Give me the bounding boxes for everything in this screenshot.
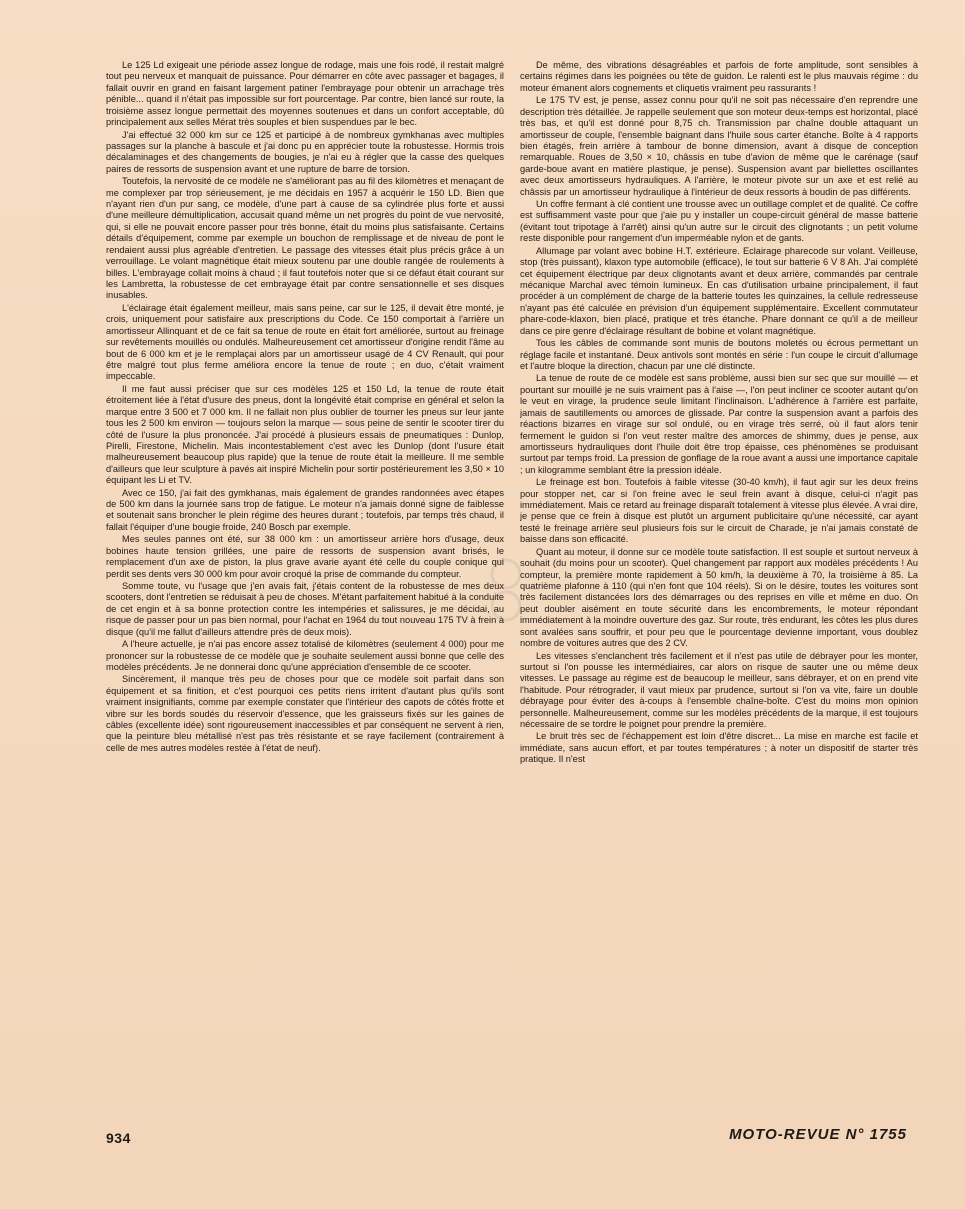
page-number: 934 [106, 1130, 131, 1146]
left-column [106, 60, 504, 1112]
paragraph: Somme toute, vu l'usage que j'en avais fait, j'étais content de la robustesse de mes deux scooters, dont l'entretien se réduisait à peu de choses. M'étant parfaitement habitué à la conduite de cet engin et à sa bonne protection contre les intempéries et salissures, je me décidai, au risque de passer pour un pas bien normal, pour l'achat en 1964 du tout nouveau 175 TV à frein à disque (qu'il me fallut d'ailleurs attendre près de deux mois). [106, 580, 504, 637]
paragraph: Le freinage est bon. Toutefois à faible vitesse (30-40 km/h), il faut agir sur les deux freins pour stopper net, car si l'on freine avec le seul frein avant à disque, celui-ci n'agit pas immédiatement. Mais ce retard au freinage disparaît totalement à vitesse plus élevée. A vrai dire, je pense que ce frein à disque est plutôt un argument publicitaire qu'une nécessité, car ayant testé le freinage arrière seul plusieurs fois sur le circuit de Charade, je n'ai jamais constaté de baisse dans son efficacité. [520, 477, 918, 545]
paragraph: Avec ce 150, j'ai fait des gymkhanas, mais également de grandes randonnées avec étapes de 500 km dans la journée sans trop de fatigue. Le moteur n'a jamais donné signe de faiblesse et soutenait sans broncher le plein régime des heures durant ; toutefois, par temps très chaud, il fallait l'équiper d'une bougie froide, 240 Bosch par exemple. [106, 487, 504, 532]
paragraph: A l'heure actuelle, je n'ai pas encore assez totalisé de kilomètres (seulement 4 000) pour me prononcer sur la robustesse de ce modèle que je souhaite seulement aussi bonne que celle des modèles précédents. Je ne donnerai donc qu'une appréciation d'ensemble de ce scooter. [106, 639, 504, 672]
paragraph: J'ai effectué 32 000 km sur ce 125 et participé à de nombreux gymkhanas avec multiples passages sur la planche à bascule et j'ai donc pu en apprécier toute la robustesse. Hormis trois décalaminages et des changements de bougies, je n'ai eu à régler que la casse des quelques paires de ressorts de suspension avant et une rupture de barre de torsion. [106, 129, 504, 174]
paragraph: Il me faut aussi préciser que sur ces modèles 125 et 150 Ld, la tenue de route était étroitement liée à l'état d'usure des pneus, dont la longévité était comprise en général et selon la marque entre 3 500 et 7 000 km. Il ne fallait non plus oublier de tourner les pneus sur leur jante tous les 2 500 km environ — toujours selon la marque — sous peine de sentir le scooter tirer du côté de l'usure la plus prononcée. J'ai procédé à plusieurs essais de pneumatiques : Dunlop, Pirelli, Firestone, Michelin. Mais incontestablement c'est avec les Dunlop (dont l'usure était malheureusement beaucoup plus rapide) que la tenue de route était la meilleure. Il me semble d'ailleurs que leur sculpture à pavés ait inspiré Michelin pour sortir postérieurement les 3,50 × 10 équipant les Li et TV. [106, 383, 504, 486]
magazine-issue: MOTO-REVUE N° 1755 [729, 1126, 907, 1143]
watermark-logo [486, 556, 526, 626]
paragraph: Le 125 Ld exigeait une période assez longue de rodage, mais une fois rodé, il restait malgré tout peu nerveux et manquait de puissance. Pour démarrer en côte avec passager et bagages, il fallait ouvrir en grand en faisant largement patiner l'embrayage pour obtenir un arrachage très pénible... quand il n'était pas impossible sur fort pourcentage. Par contre, bien lancé sur route, la troisième assez longue permettait des moyennes soutenues et dans un confort acceptable, dû principalement aux selles Mérat très souples et bien suspendues par le bec. [106, 60, 504, 128]
paragraph: Toutefois, la nervosité de ce modèle ne s'améliorant pas au fil des kilomètres et menaçant de me complexer par trop sérieusement, je me décidais en 1957 à acquérir le 150 LD. Bien que n'ayant rien d'un pur sang, ce modèle, d'une part à cause de sa cylindrée plus forte et aussi d'une meilleure démultiplication, accusait quand même un net progrès du point de vue nervosité, qui, si elle ne pouvait encore passer pour très bonne, était du moins plus satisfaisante. Certains détails d'équipement, comme par exemple un bouchon de remplissage et de niveau de pont le rendaient aussi plus agréable d'entretien. Le passage des vitesses était plus précis grâce à un verrouillage. Le volant magnétique était mieux soutenu par une double rangée de roulements à billes. L'embrayage collait moins à chaud ; il faut toutefois noter que si ce défaut était courant sur les Lambretta, la robustesse de cet embrayage était par contre sensationnelle et ses disques inusables. [106, 176, 504, 301]
paragraph: Les vitesses s'enclanchent très facilement et il n'est pas utile de débrayer pour les monter, surtout si l'on pousse les intermédiaires, car alors on risque de sauter une ou même deux vitesses. Le passage au régime est de beaucoup le meilleur, sans débrayer, et on en prend vite l'habitude. Pour rétrograder, il vaut mieux par prudence, surtout si l'on va vite, faire un double débrayage pour éviter des à-coups à l'ensemble chaîne-boîte. C'est du moins mon opinion personnelle. Malheureusement, comme sur les modèles précédents de la marque, il est toujours nécessaire de se tordre le poignet pour prendre la première. [520, 650, 918, 730]
paragraph: L'éclairage était également meilleur, mais sans peine, car sur le 125, il devait être monté, je crois, uniquement pour satisfaire aux prescriptions du Code. Ce 150 comportait à l'arrière un amortisseur Allinquant et de ce fait sa tenue de route en était fort améliorée, surtout au freinage sur revêtements mouillés ou ondulés. Malheureusement cet amortisseur d'origine rendit l'âme au bout de 6 000 km et je le remplaçai alors par un amortisseur usagé de 4 CV Renault, qui pour être malgré tout plus ferme améliora encore la tenue de route ; en duo, c'était vraiment impeccable. [106, 302, 504, 382]
paragraph: Un coffre fermant à clé contient une trousse avec un outillage complet et de qualité. Ce coffre est suffisamment vaste pour que j'aie pu y installer un coupe-circuit général de masse batterie (évitant tout tripotage à l'arrêt) ainsi qu'un autre sur le circuit des clignotants ; un petit volume reste disponible pour rangement d'un imperméable nylon et de gants. [520, 199, 918, 244]
paragraph: Le bruit très sec de l'échappement est loin d'être discret... La mise en marche est facile et immédiate, sans aucun effort, et par toutes températures ; à noter un dispositif de starter très pratique. Il n'est [520, 731, 918, 765]
paragraph: Sincèrement, il manque très peu de choses pour que ce modèle soit parfait dans son équipement et sa finition, et c'est pourquoi ces petits riens irritent d'autant plus qu'ils sont vraiment insignifiants, comme par exemple constater que l'intérieur des capots de côtés frotte et vibre sur les bords soudés du réservoir d'essence, que les graisseurs fixés sur les gaines de câbles (excellente idée) sont rigoureusement inaccessibles et par conséquent ne servent à rien, que la peinture bleu métallisé n'est pas très résistante et se raye facilement (contrairement à celle de mes autres modèles restée à l'état de neuf). [106, 674, 504, 753]
right-column [520, 60, 918, 1112]
paragraph: La tenue de route de ce modèle est sans problème, aussi bien sur sec que sur mouillé — et pourtant sur mouillé je ne suis vraiment pas à l'aise —, l'on peut incliner ce scooter autant qu'on le veut en virage, la prudence seule limitant l'inclinaison. L'adhérence à l'arrière est parfaite, jamais de sautillements ou amorces de glissade. Par contre la suspension avant a parfois des réactions bizarres en virage sur sol ondulé, ou en virage très serré, où il faut alors tenir fermement le guidon si l'on veut rester maître des amorces de shimmy, dues je pense, aux amortisseurs hydrauliques dont l'huile doit être trop épaisse, ces phénomènes se produisant surtout par temps froid. La pression de gonflage de la roue avant a aussi une importance capitale ; un kilogramme semblant être la pression idéale. [520, 373, 918, 475]
paragraph: De même, des vibrations désagréables et parfois de forte amplitude, sont sensibles à certains régimes dans les poignées ou tête de guidon. Le ralenti est le plus mauvais régime : du moteur émanent alors cognements et cliquetis vraiment peu rassurants ! [520, 60, 918, 93]
paragraph: Allumage par volant avec bobine H.T. extérieure. Eclairage pharecode sur volant. Veilleuse, stop (très puissant), klaxon type automobile (efficace), le tout sur batterie 6 V 8 Ah. J'ai complété cet équipement électrique par deux clignotants avant et deux arrière, commandés par centrale mécanique Marchal avec témoin lumineux. En cas d'utilisation urbaine principalement, il faut procéder à un complément de charge de la batterie toutes les quinzaines, la cellule redresseuse n'ayant pas été calculée en prévision d'un équipement supplémentaire. Excellent commutateur phare-code-klaxon, bien placé, pratique et très étanche. Phare donnant ce qu'il a de meilleur dans ce pire genre d'éclairage résultant de bobine et volant magnétique. [520, 245, 918, 336]
paragraph: Mes seules pannes ont été, sur 38 000 km : un amortisseur arrière hors d'usage, deux bobines haute tension grillées, une paire de ressorts de suspension avant brisés, le remplacement d'un axe de piston, la plus grave avarie ayant été celle du couple conique qui perdit ses dents vers 30 000 km pour avoir croqué la prise de commande du compteur. [106, 534, 504, 579]
paragraph: Quant au moteur, il donne sur ce modèle toute satisfaction. Il est souple et surtout nerveux à souhait (du moins pour un scooter). Quel changement par rapport aux modèles précédents ! Au compteur, la première monte rapidement à 50 km/h, la deuxième à 70, la troisième à 85. La quatrième plafonne à 110 (qui n'en font que 104 réels). Si on le désire, toutes les voitures sont très facilement distancées lors des démarrages ou des reprises en ville et même en duo. On peut doubler aisément en toute sécurité dans les encombrements, le moteur répondant immédiatement à la moindre ouverture des gaz. Sur route, très endurant, les côtes les plus dures sont avalées sans souffrir, et pour peu que le pourcentage devienne important, vous doublez nombre de voitures autres que des 2 CV. [520, 546, 918, 649]
paragraph: Tous les câbles de commande sont munis de boutons moletés ou écrous permettant un réglage facile et instantané. Deux antivols sont montés en série : l'un coupe le circuit d'allumage et l'autre bloque la direction, chacun par une clé distincte. [520, 338, 918, 371]
paragraph: Le 175 TV est, je pense, assez connu pour qu'il ne soit pas nécessaire d'en reprendre une description très détaillée. Je rappelle seulement que son moteur deux-temps est horizontal, placé très bas, et qu'il est donné pour 8,75 ch. Transmission par chaîne double attaquant un amortisseur de couple, l'ensemble baignant dans l'huile sous carter étanche. Boîte à 4 rapports bien étagés, frein arrière à tambour de bonne dimension, avant à disque de conception remarquable. Roues de 3,50 × 10, châssis en tube d'avion de même que le carénage (sauf garde-boue avant en matière plastique, je pense). Suspension avant par biellettes oscillantes avec deux amortisseurs hydrauliques. A l'arrière, le moteur pivote sur un axe et est relié au châssis par un amortisseur hydraulique à l'intérieur de deux ressorts à boudin de pas différents. [520, 95, 918, 197]
